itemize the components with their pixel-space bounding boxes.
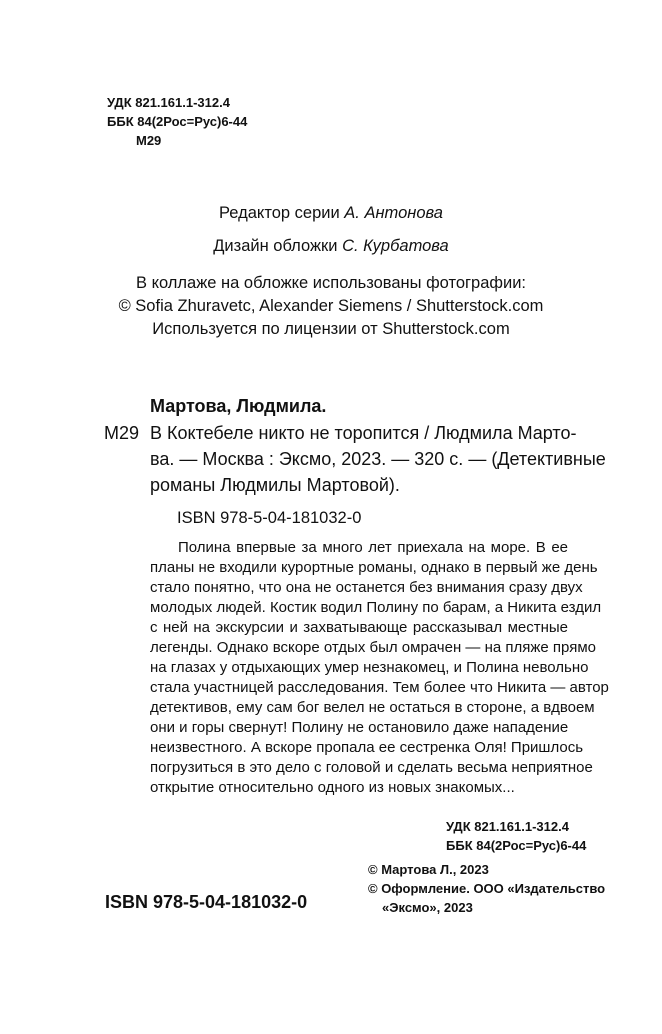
- series-editor: [0, 202, 662, 225]
- top-author-mark: М29: [136, 133, 162, 148]
- catalog-isbn: ISBN 978-5-04-181032-0: [177, 509, 362, 527]
- annotation-line: детективов, ему сам бог велел не остаться в стороне, а вдвоем: [150, 699, 595, 716]
- catalog-description-line: ва. — Москва : Эксмо, 2023. — 320 с. — (Детективные: [150, 449, 606, 469]
- series-editor-label: Редактор серии: [219, 204, 340, 222]
- annotation-line: погрузиться в это дело с головой и сделать весьма неприятное: [150, 759, 593, 776]
- collage-line-3: Используется по лицензии от Shutterstock.com: [152, 320, 510, 338]
- copyright-line-1: © Мартова Л., 2023: [368, 862, 489, 877]
- top-bbk: ББК 84(2Рос=Рус)6-44: [107, 114, 248, 129]
- bottom-isbn: ISBN 978-5-04-181032-0: [105, 892, 308, 912]
- catalog-description-line: романы Людмилы Мартовой).: [150, 475, 400, 495]
- copyright-line-2: © Оформление. ООО «Издательство: [368, 881, 606, 896]
- cover-design-label: Дизайн обложки: [213, 237, 338, 255]
- catalog-author-heading: Мартова, Людмила.: [150, 396, 327, 416]
- annotation-line: стала участницей расследования. Тем более что Никита — автор: [150, 679, 609, 696]
- annotation-line: они и горы свернут! Полину не остановило даже нападение: [150, 719, 569, 736]
- catalog-mark: М29: [104, 423, 140, 443]
- annotation-line: молодых людей. Костик водил Полину по барам, а Никита ездил: [150, 599, 602, 616]
- annotation-line: планы не входили курортные романы, однако в первый же день: [150, 559, 598, 576]
- bottom-bbk: ББК 84(2Рос=Рус)6-44: [446, 838, 587, 853]
- copyright-line-3: «Эксмо», 2023: [382, 900, 473, 915]
- top-udk: УДК 821.161.1-312.4: [107, 95, 230, 110]
- bottom-udk: УДК 821.161.1-312.4: [446, 819, 569, 834]
- annotation-line: на глазах у отдыхающих умер незнакомец, и Полина невольно: [150, 659, 589, 676]
- annotation-line: Полина впервые за много лет приехала на море. В ее: [178, 539, 568, 556]
- annotation-line: неизвестного. А вскоре пропала ее сестренка Оля! Пришлось: [150, 739, 584, 756]
- cover-design: [0, 235, 662, 258]
- annotation-line: стало понятно, что она не останется без внимания сразу двух: [150, 579, 583, 596]
- annotation-line: открытие относительно одного из новых знакомых...: [150, 779, 515, 796]
- annotation-line: с ней на экскурсии и захватывающе рассказывал местные: [150, 619, 568, 636]
- annotation-line: легенды. Однако вскоре отдых был омрачен — на пляже прямо: [150, 639, 596, 656]
- cover-design-name: С. Курбатова: [342, 237, 449, 255]
- collage-line-2: © Sofia Zhuravetc, Alexander Siemens / Shutterstock.com: [118, 297, 544, 315]
- series-editor-name: А. Антонова: [344, 204, 443, 222]
- catalog-description-line: В Коктебеле никто не торопится / Людмила Марто-: [150, 423, 577, 443]
- collage-line-1: В коллаже на обложке использованы фотографии:: [135, 274, 526, 292]
